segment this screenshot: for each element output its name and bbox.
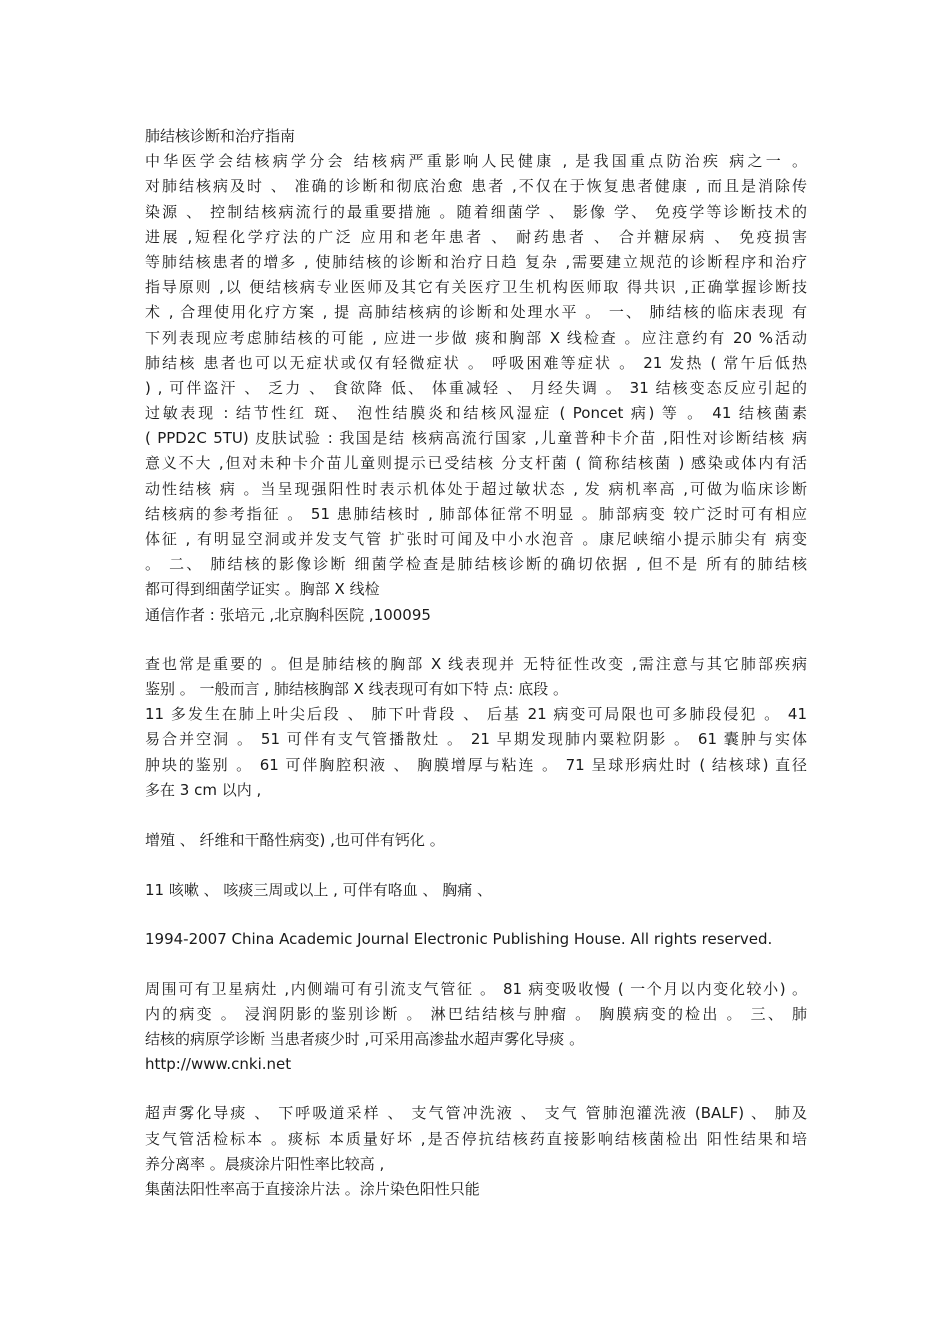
text-line: 11 咳嗽 、 咳痰三周或以上 , 可伴有咯血 、 胸痛 、 bbox=[145, 881, 493, 900]
text-line: 动性结核 病 。当呈现强阳性时表示机体处于超过敏状态 , 发 病机率高 ,可做为临床诊断 bbox=[145, 479, 807, 498]
text-line: 肺结核 患者也可以无症状或仅有轻微症状 。 呼吸困难等症状 。 21 发热 ( 常午后低热 bbox=[145, 353, 807, 372]
text-line: 中华医学会结核病学分会 结核病严重影响人民健康 , 是我国重点防治疾 病之一 。 bbox=[145, 152, 807, 171]
text-line: ) , 可伴盗汗 、 乏力 、 食欲降 低、 体重减轻 、 月经失调 。 31 结核变态反应引起的 bbox=[145, 378, 807, 397]
text-block bbox=[145, 977, 807, 1078]
text-line: 11 多发生在肺上叶尖后段 、 肺下叶背段 、 后基 21 病变可局限也可多肺段侵犯 。 41 bbox=[145, 705, 807, 724]
text-line: 肺结核诊断和治疗指南 bbox=[145, 127, 296, 145]
paragraph-gap bbox=[145, 628, 807, 652]
text-line: 增殖 、 纤维和干酪性病变) ,也可伴有钙化 。 bbox=[145, 830, 445, 849]
text-line: 周围可有卫星病灶 ,内侧端可有引流支气管征 。 81 病变吸收慢 ( 一个月以内变化较小) 。 bbox=[145, 979, 807, 998]
text-block bbox=[145, 1177, 807, 1202]
text-line: 染源 、 控制结核病流行的最重要措施 。随着细菌学 、 影像 学、 免疫学等诊断技术的 bbox=[145, 202, 807, 221]
text-line: 支气管活检标本 。痰标 本质量好坏 ,是否停抗结核药直接影响结核菌检出 阳性结果和培 bbox=[145, 1129, 807, 1148]
text-line: 下列表现应考虑肺结核的可能 , 应进一步做 痰和胸部 X 线检查 。应注意约有 20 %活动 bbox=[145, 328, 807, 347]
text-line: 内的病变 。 浸润阴影的鉴别诊断 。 淋巴结结核与肿瘤 。 胸膜病变的检出 。 三、 肺 bbox=[145, 1004, 807, 1023]
document-body bbox=[145, 124, 807, 1202]
text-line: 意义不大 ,但对未种卡介苗儿童则提示已受结核 分支杆菌 ( 简称结核菌 ) 感染或体内有活 bbox=[145, 454, 807, 473]
paragraph-gap bbox=[145, 1077, 807, 1101]
text-line: 多在 3 cm 以内 , bbox=[145, 780, 262, 799]
text-line: 过敏表现 : 结节性红 斑、 泡性结膜炎和结核风湿症 ( Poncet 病) 等 。 41 结核菌素 bbox=[145, 404, 807, 423]
text-line: 集菌法阳性率高于直接涂片法 。涂片染色阳性只能 bbox=[145, 1179, 480, 1198]
text-line: 结核病的参考指征 。 51 患肺结核时 , 肺部体征常不明显 。肺部病变 较广泛时可有相应 bbox=[145, 504, 807, 523]
text-block bbox=[145, 927, 807, 952]
text-line: 1994-2007 China Academic Journal Electronic Publishing House. All rights reserved. bbox=[145, 930, 773, 949]
text-line: 体征 , 有明显空洞或并发支气管 扩张时可闻及中小水泡音 。康尼峡缩小提示肺尖有 病变 bbox=[145, 530, 807, 549]
text-line: 指导原则 ,以 便结核病专业医师及其它有关医疗卫生机构医师取 得共识 ,正确掌握诊断技 bbox=[145, 278, 807, 297]
text-line: 肿块的鉴别 。 61 可伴胸腔积液 、 胸膜增厚与粘连 。 71 呈球形病灶时 ( 结核球) 直径 bbox=[145, 755, 807, 774]
text-line: ( PPD2C 5TU) 皮肤试验 : 我国是结 核病高流行国家 ,儿童普种卡介苗 ,阳性对诊断结核 病 bbox=[145, 429, 807, 448]
text-block bbox=[145, 878, 807, 903]
paragraph-gap bbox=[145, 853, 807, 878]
paragraph-gap bbox=[145, 953, 807, 977]
text-block bbox=[145, 1101, 807, 1177]
text-line: 查也常是重要的 。但是肺结核的胸部 X 线表现并 无特征性改变 ,需注意与其它肺部疾病 bbox=[145, 654, 807, 673]
text-line: 易合并空洞 。 51 可伴有支气管播散灶 。 21 早期发现肺内粟粒阴影 。 61 囊肿与实体 bbox=[145, 730, 807, 749]
text-line: 。 二、 肺结核的影像诊断 细菌学检查是肺结核诊断的确切依据 , 但不是 所有的肺结核 bbox=[145, 555, 807, 574]
text-line: 术 , 合理使用化疗方案 , 提 高肺结核病的诊断和处理水平 。 一、 肺结核的临床表现 有 bbox=[145, 303, 807, 322]
text-block bbox=[145, 828, 807, 853]
text-line: 鉴别 。 一般而言 , 肺结核胸部 X 线表现可有如下特 点: 底段 。 bbox=[145, 679, 569, 698]
text-block bbox=[145, 652, 807, 803]
text-line: 对肺结核病及时 、 准确的诊断和彻底治愈 患者 ,不仅在于恢复患者健康 , 而且是消除传 bbox=[145, 177, 807, 196]
text-block bbox=[145, 124, 807, 628]
text-line: 进展 ,短程化学疗法的广泛 应用和老年患者 、 耐药患者 、 合并糖尿病 、 免疫损害 bbox=[145, 227, 807, 246]
text-line: 通信作者 : 张培元 ,北京胸科医院 ,100095 bbox=[145, 605, 431, 624]
text-line: 养分离率 。晨痰涂片阳性率比较高 , bbox=[145, 1154, 385, 1173]
paragraph-gap bbox=[145, 903, 807, 927]
text-line: 超声雾化导痰 、 下呼吸道采样 、 支气管冲洗液 、 支气 管肺泡灌洗液 (BALF) 、 肺及 bbox=[145, 1104, 807, 1123]
text-line: http://www.cnki.net bbox=[145, 1055, 292, 1074]
text-line: 都可得到细菌学证实 。胸部 X 线检 bbox=[145, 580, 380, 599]
text-line: 等肺结核患者的增多 , 使肺结核的诊断和治疗日趋 复杂 ,需要建立规范的诊断程序和治疗 bbox=[145, 252, 807, 271]
text-line: 结核的病原学诊断 当患者痰少时 ,可采用高渗盐水超声雾化导痰 。 bbox=[145, 1029, 585, 1048]
paragraph-gap bbox=[145, 803, 807, 828]
